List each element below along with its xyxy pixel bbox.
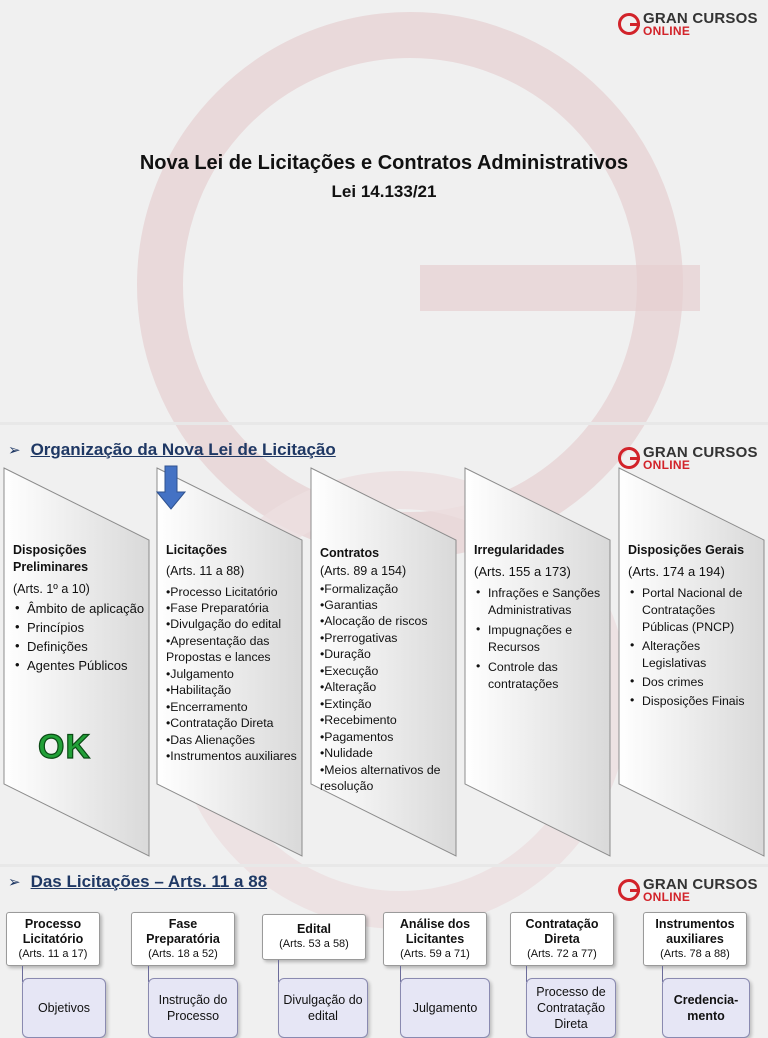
list-item: •Execução: [320, 663, 379, 678]
topic-box-processo: [6, 912, 100, 966]
panel-title: Irregularidades: [474, 543, 565, 557]
panel-title: Licitações: [166, 543, 228, 557]
topic-arts: (Arts. 78 a 88): [660, 947, 730, 960]
topic-box-analise: [383, 912, 487, 966]
list-item: •Processo Licitatório: [166, 584, 278, 599]
panel-arts: (Arts. 11 a 88): [166, 564, 245, 579]
chevron-panel-irregularidades: [464, 466, 612, 858]
subtopic-box: Objetivos: [22, 978, 106, 1038]
topic-title: Edital: [296, 922, 332, 937]
list-item: • Âmbito de aplicação: [13, 600, 145, 618]
list-item: •Nulidade: [320, 746, 373, 761]
topic-box-fase: [131, 912, 235, 966]
brand-line2: ONLINE: [643, 889, 691, 904]
chevron-panel-contratos: [310, 466, 458, 858]
section-heading-text: Organização da Nova Lei de Licitação: [30, 440, 336, 459]
list-item: •Alteração: [320, 680, 377, 695]
list-item: • Impugnações e Recursos: [474, 622, 606, 656]
list-item: • Dos crimes: [628, 674, 760, 691]
subtopic-box: Instrução do Processo: [148, 978, 238, 1038]
topic-box-contratacao: [510, 912, 614, 966]
list-item: •Formalização: [320, 581, 399, 596]
list-item: • Agentes Públicos: [13, 657, 145, 675]
list-item: •Pagamentos: [320, 729, 394, 744]
subtopic-box: Julgamento: [400, 978, 490, 1038]
slide-divider: [0, 864, 768, 867]
panel-arts: (Arts. 155 a 173): [474, 564, 571, 580]
brand-g-icon: [618, 879, 640, 901]
list-item: • Infrações e Sanções Administrativas: [474, 585, 606, 619]
list-item: •Encerramento: [166, 699, 248, 714]
list-item: •Instrumentos auxiliares: [166, 749, 297, 764]
chevron-panel-gerais: [618, 466, 766, 858]
panel-title: Disposições Gerais: [628, 543, 745, 557]
list-item: •Extinção: [320, 696, 372, 711]
list-item: •Meios alternativos de resolução: [320, 762, 441, 794]
chevron-panel-preliminares: [3, 466, 151, 858]
list-item: •Contratação Direta: [166, 716, 274, 731]
topic-arts: (Arts. 72 a 77): [527, 947, 597, 960]
list-item: •Julgamento: [166, 666, 234, 681]
slide-divider: [0, 422, 768, 425]
watermark-logo: [0, 0, 768, 420]
section-heading: [8, 440, 336, 460]
topic-box-edital: [262, 914, 366, 960]
panel-arts: (Arts. 89 a 154): [320, 564, 407, 579]
page-title: Nova Lei de Licitações e Contratos Administrativos: [139, 152, 629, 174]
subtopic-box: Divulgação do edital: [278, 978, 368, 1038]
topic-arts: (Arts. 18 a 52): [148, 947, 218, 960]
list-item: •Garantias: [320, 597, 378, 612]
list-item: •Das Alienações: [166, 732, 256, 747]
topic-title: Instrumentos auxiliares: [655, 916, 735, 946]
panel-title: Disposições Preliminares: [13, 543, 89, 575]
list-item: • Disposições Finais: [628, 693, 760, 710]
list-item: •Apresentação das Propostas e lances: [166, 633, 271, 665]
list-item: • Alterações Legislativas: [628, 638, 760, 672]
brand-line1: GRAN CURSOS: [643, 876, 758, 893]
ok-badge: OK: [38, 728, 91, 766]
brand-line1: GRAN CURSOS: [643, 10, 758, 27]
list-item: • Portal Nacional de Contratações Públicas (PNCP): [628, 585, 760, 636]
arrow-bullet-icon: ➢: [8, 874, 21, 891]
topic-title: Análise dos Licitantes: [399, 916, 471, 946]
list-item: •Habilitação: [166, 683, 232, 698]
topic-title: Contratação Direta: [525, 916, 599, 946]
down-arrow-icon: [156, 466, 186, 510]
list-item: • Definições: [13, 638, 145, 656]
topic-box-instrumentos: [643, 912, 747, 966]
topic-arts: (Arts. 53 a 58): [279, 938, 349, 951]
panel-arts: (Arts. 1º a 10): [13, 581, 90, 596]
list-item: •Recebimento: [320, 713, 397, 728]
panel-title: Contratos: [320, 546, 380, 560]
brand-line2: ONLINE: [643, 457, 691, 472]
list-item: •Duração: [320, 647, 371, 662]
list-item: •Prerrogativas: [320, 630, 398, 645]
page-subtitle: Lei 14.133/21: [331, 182, 437, 201]
list-item: • Controle das contratações: [474, 659, 606, 693]
list-item: • Princípios: [13, 619, 145, 637]
panel-arts: (Arts. 174 a 194): [628, 564, 725, 580]
list-item: •Alocação de riscos: [320, 614, 428, 629]
brand-line1: GRAN CURSOS: [643, 444, 758, 461]
topic-title: Fase Preparatória: [146, 916, 220, 946]
topic-title: Processo Licitatório: [22, 916, 84, 946]
list-item: •Fase Preparatória: [166, 600, 269, 615]
section-heading: [8, 872, 267, 892]
subtopic-box: Credencia-mento: [662, 978, 750, 1038]
section-heading-text: Das Licitações – Arts. 11 a 88: [30, 872, 268, 891]
brand-logo: [618, 878, 758, 902]
topic-arts: (Arts. 59 a 71): [400, 947, 470, 960]
subtopic-box: Processo de Contratação Direta: [526, 978, 616, 1038]
chevron-panel-licitacoes: [156, 466, 304, 858]
arrow-bullet-icon: ➢: [8, 442, 21, 459]
brand-logo: [618, 12, 758, 36]
topic-arts: (Arts. 11 a 17): [18, 947, 88, 960]
list-item: •Divulgação do edital: [166, 617, 282, 632]
brand-g-icon: [618, 13, 640, 35]
brand-line2: ONLINE: [643, 23, 691, 38]
